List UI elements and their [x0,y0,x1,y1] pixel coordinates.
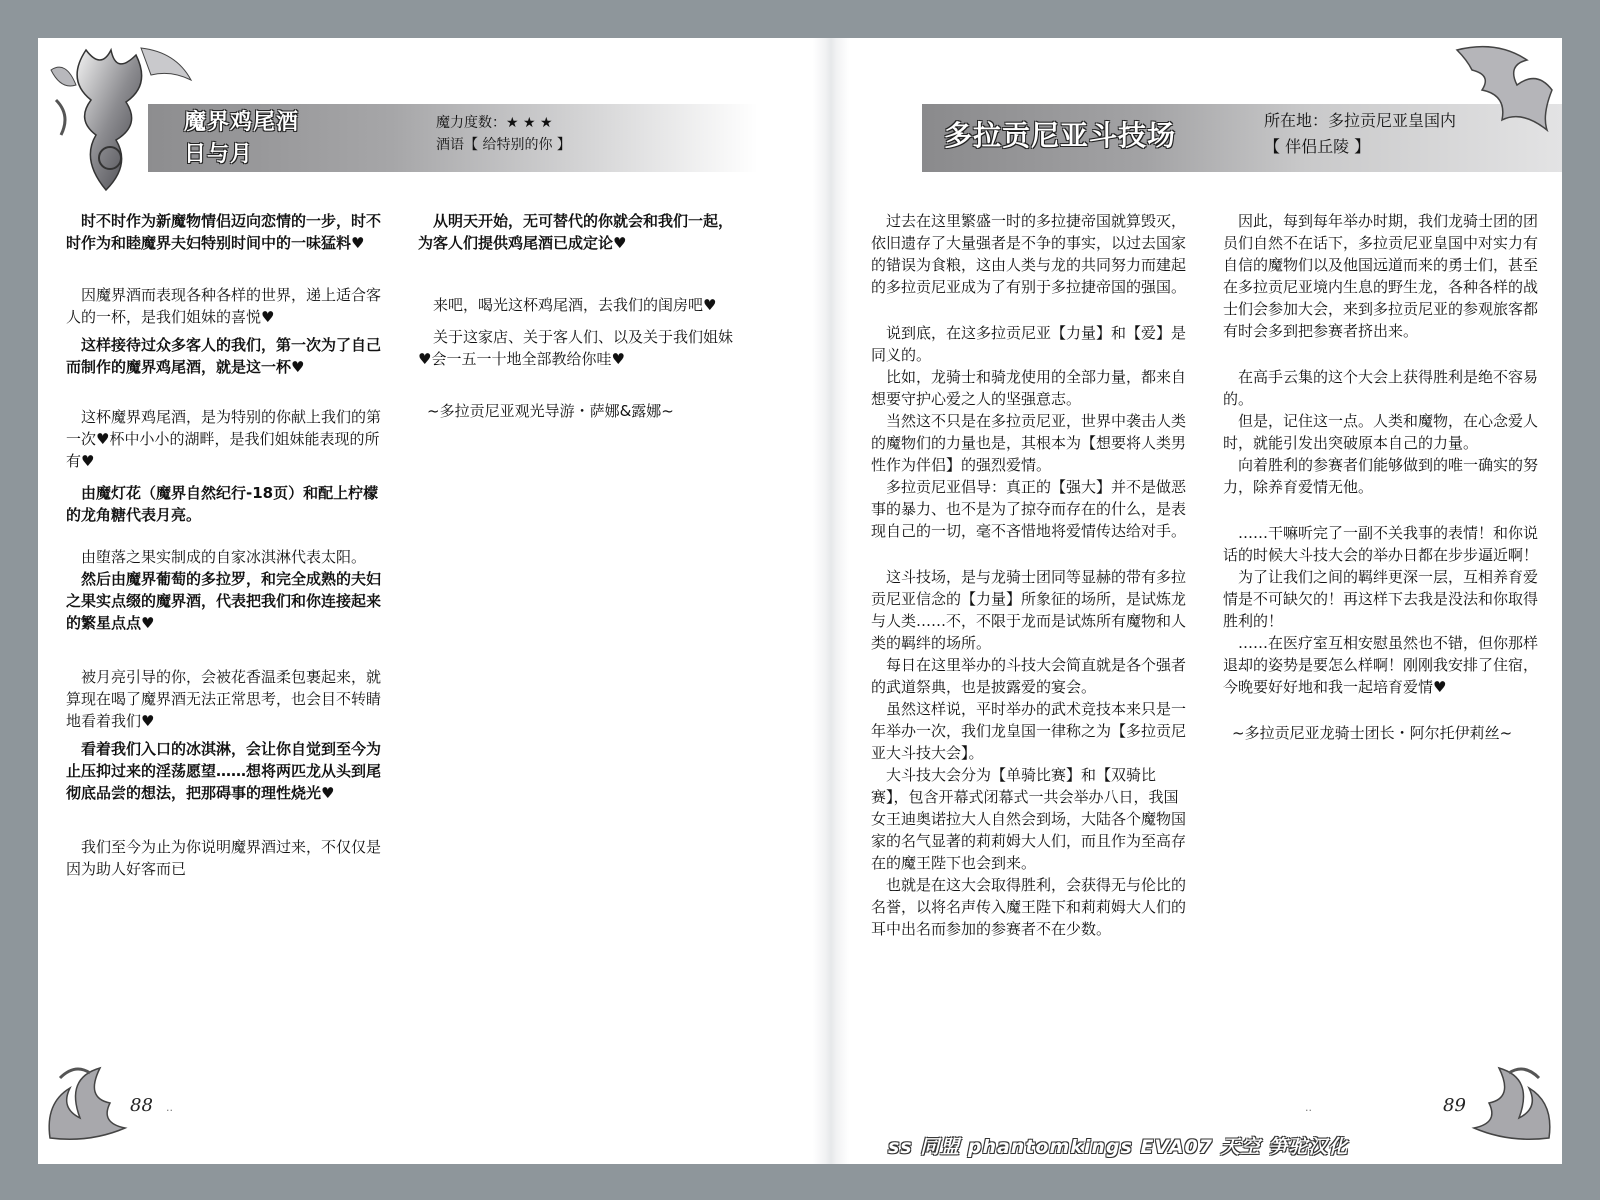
paragraph: 但是，记住这一点。人类和魔物，在心念爱人时，就能引发出突破原本自己的力量。 [1223,412,1539,452]
corner-flourish-icon [1469,1048,1559,1148]
location-place: 【 伴侣丘陵 】 [1264,137,1371,156]
magic-power-rating: 魔力度数：★ ★ ★ [436,115,553,131]
paragraph: 这杯魔界鸡尾酒，是为特别的你献上我们的第一次♥杯中小小的湖畔，是我们姐妹能表现的所有♥ [66,408,382,470]
paragraph: 时不时作为新魔物情侣迈向恋情的一步，时不时作为和睦魔界夫妇特别时间中的一味猛料♥ [66,212,382,252]
footer-dots: .. [1305,1101,1312,1114]
paragraph: 关于这家店、关于客人们、以及关于我们姐妹♥会一五一十地全部教给你哇♥ [418,328,734,368]
book-spread [38,38,1562,1164]
page-number: 89 [1443,1095,1466,1116]
paragraph: 每日在这里举办的斗技大会简直就是各个强者的武道祭典，也是披露爱的宴会。 [871,656,1187,696]
left-column-2 [418,210,736,422]
paragraph: 被月亮引导的你，会被花香温柔包裹起来，就算现在喝了魔界酒无法正常思考，也会目不转睛地看着我们♥ [66,668,382,730]
paragraph: ……干嘛听完了一副不关我事的表情！和你说话的时候大斗技大会的举办日都在步步逼近啊！ [1223,524,1539,564]
paragraph: 过去在这里繁盛一时的多拉捷帝国就算毁灭，依旧遗存了大量强者是不争的事实，以过去国家的错误为食粮，这由人类与龙的共同努力而建起的多拉贡尼亚成为了有别于多拉捷帝国的强国。 [871,212,1187,296]
paragraph: 由魔灯花（魔界自然纪行-18页）和配上柠檬的龙角糖代表月亮。 [66,484,379,524]
right-column-2 [1223,210,1543,744]
paragraph: 这斗技场，是与龙骑士团同等显赫的带有多拉贡尼亚信念的【力量】所象征的场所，是试炼龙与人类……不，不限于龙而是试炼所有魔物和人类的羁绊的场所。 [871,568,1187,652]
signature: ~多拉贡尼亚龙骑士团长・阿尔托伊莉丝~ [1232,724,1513,742]
corner-flourish-icon [40,1048,130,1148]
paragraph: 然后由魔界葡萄的多拉罗，和完全成熟的夫妇之果实点缀的魔界酒，代表把我们和你连接起来的繁星点点♥ [66,570,382,632]
goblet-ornament-icon [46,40,196,200]
signature: ~多拉贡尼亚观光导游・萨娜&露娜~ [427,402,674,420]
translation-credit: ss 同盟 phantomkings EVA07 天空 笋驼汉化 [888,1136,1349,1158]
paragraph: 为了让我们之间的羁绊更深一层，互相养育爱情是不可缺欠的！再这样下去我是没法和你取得胜利的！ [1223,568,1539,630]
left-subtitle: 日与月 [184,142,254,167]
paragraph: 由堕落之果实制成的自家冰淇淋代表太阳。 [81,548,367,566]
paragraph: 说到底，在这多拉贡尼亚【力量】和【爱】是同义的。 [871,324,1187,364]
paragraph: 因此，每到每年举办时期，我们龙骑士团的团员们自然不在话下，多拉贡尼亚皇国中对实力有自信的魔物们以及他国远道而来的勇士们，甚至在多拉贡尼亚境内生息的野生龙，各种各样的战士们会参加大会，来到多拉贡尼亚的参观旅客都有时会多到把参赛者挤出来。 [1223,212,1539,340]
paragraph: 也就是在这大会取得胜利，会获得无与伦比的名誉，以将名声传入魔王陛下和莉莉姆大人们的耳中出名而参加的参赛者不在少数。 [871,876,1187,938]
footer-dots: .. [166,1101,173,1114]
page-gutter [813,38,849,1164]
location-label: 所在地：多拉贡尼亚皇国内 [1264,111,1457,130]
paragraph: 虽然这样说，平时举办的武术竞技本来只是一年举办一次，我们龙皇国一律称之为【多拉贡尼亚大斗技大会】。 [871,700,1187,762]
paragraph: 向着胜利的参赛者们能够做到的唯一确实的努力，除养育爱情无他。 [1223,456,1539,496]
right-column-1 [871,210,1191,940]
paragraph: 大斗技大会分为【单骑比赛】和【双骑比赛】，包含开幕式闭幕式一共会举办八日，我国女王迪奥诺拉大人自然会到场，大陆各个魔物国家的名气显著的莉莉姆大人们，而且作为至高存在的魔王陛下也会到来。 [871,766,1187,872]
paragraph: ……在医疗室互相安慰虽然也不错，但你那样退却的姿势是要怎么样啊！刚刚我安排了住宿，今晚要好好地和我一起培育爱情♥ [1223,634,1539,696]
left-title: 魔界鸡尾酒 [184,110,300,135]
left-page [38,38,813,1164]
paragraph: 当然这不只是在多拉贡尼亚，世界中袭击人类的魔物们的力量也是，其根本为【想要将人类男性作为伴侣】的强烈爱情。 [871,412,1187,474]
paragraph: 比如，龙骑士和骑龙使用的全部力量，都来自想要守护心爱之人的坚强意志。 [871,368,1187,408]
paragraph: 这样接待过众多客人的我们，第一次为了自己而制作的魔界鸡尾酒，就是这一杯♥ [66,336,382,376]
paragraph: 在高手云集的这个大会上获得胜利是绝不容易的。 [1223,368,1539,408]
paragraph: 我们至今为止为你说明魔界酒过来，不仅仅是因为助人好客而已 [66,838,382,878]
page-number: 88 [130,1095,153,1116]
corner-flourish-icon [1447,40,1559,132]
drink-motto: 酒语【 给特别的你 】 [436,137,571,153]
paragraph: 因魔界酒而表现各种各样的世界，递上适合客人的一杯，是我们姐妹的喜悦♥ [66,286,382,326]
left-column-1 [66,210,386,880]
right-title: 多拉贡尼亚斗技场 [944,119,1177,152]
paragraph: 看着我们入口的冰淇淋，会让你自觉到至今为止压抑过来的淫荡愿望……想将两匹龙从头到尾彻底品尝的想法，把那碍事的理性烧光♥ [66,740,382,802]
paragraph: 多拉贡尼亚倡导：真正的【强大】并不是做恶事的暴力、也不是为了掠夺而存在的什么，是表现自己的一切，毫不吝惜地将爱情传达给对手。 [871,478,1187,540]
paragraph: 从明天开始，无可替代的你就会和我们一起，为客人们提供鸡尾酒已成定论♥ [418,212,734,252]
right-page [849,38,1562,1164]
paragraph: 来吧，喝光这杯鸡尾酒，去我们的闺房吧♥ [433,296,717,314]
